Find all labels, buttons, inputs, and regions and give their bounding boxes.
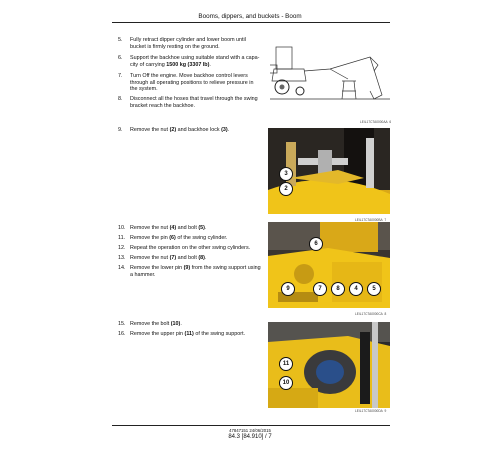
step-number: 15.: [118, 321, 126, 327]
step-ref: (11): [184, 331, 194, 337]
callout-8: 8: [331, 282, 345, 296]
step-text: .: [204, 255, 207, 261]
step-text: a hammer.: [130, 271, 156, 278]
step-text: Disconnect all the hoses that travel through the swing: [130, 96, 258, 102]
step-text: Fully retract dipper cylinder and lower boom until: [130, 37, 246, 43]
step-number: 5.: [118, 37, 123, 43]
figure-code: LEIL17CTA0000BA: [355, 218, 383, 222]
figure-7-photo: [268, 128, 390, 214]
step-number: 12.: [118, 245, 126, 251]
step-text: Repeat the operation on the other swing cylinders.: [130, 245, 251, 251]
step-ref: (6): [169, 235, 176, 241]
step-ref: (5): [198, 225, 205, 231]
step-ref: (3): [221, 127, 228, 133]
header-rule: [112, 22, 390, 23]
figure-9-ref: [355, 409, 386, 413]
step-text: .: [204, 225, 207, 231]
step-ref: (10): [170, 321, 181, 327]
step-text: of the swing support.: [193, 331, 246, 337]
step-number: 7.: [118, 73, 123, 79]
step-text: of the swing cylinder.: [175, 235, 228, 241]
step-number: 16.: [118, 331, 126, 337]
figure-code: LEIL17CTA0000AA: [360, 120, 388, 124]
step-text: .: [209, 61, 211, 68]
page-number: 84.3 [84.910] / 7: [228, 434, 272, 440]
step-number: 8.: [118, 96, 123, 102]
step-text: Remove the nut: [130, 127, 170, 133]
callout-5: 5: [367, 282, 381, 296]
step-ref: (9): [183, 265, 191, 271]
callout-6: 6: [309, 237, 323, 251]
step-text: Remove the upper pin: [130, 331, 185, 337]
figure-code: LEIL17CTA0000DA: [355, 409, 383, 413]
step-text: .: [180, 321, 182, 327]
callout-9: 9: [281, 282, 295, 296]
step-text: Support the backhoe using suitable stand with a capa-: [130, 55, 260, 61]
callout-4: 4: [349, 282, 363, 296]
step-text: and backhoe lock: [176, 127, 222, 133]
page-header: Booms, dippers, and buckets - Boom: [198, 13, 302, 20]
figure-number: 7: [384, 218, 387, 222]
step-text: through all operating positions to relieve pressure in: [130, 79, 254, 86]
backhoe-support-illustration: [270, 35, 390, 110]
figure-number: 9: [384, 409, 387, 413]
figure-8-photo: [268, 222, 390, 308]
step-ref: (2): [169, 127, 177, 133]
step-text: Remove the bolt: [130, 321, 171, 327]
step-number: 10.: [118, 225, 126, 231]
step-text: Turn Off the engine. Move backhoe control levers: [130, 73, 248, 79]
step-text: Remove the lower pin: [130, 265, 184, 271]
figure-6-ref: [360, 120, 391, 124]
callout-7: 7: [313, 282, 327, 296]
step-text: .: [227, 127, 230, 133]
step-text: bracket reach the backhoe.: [130, 102, 196, 109]
step-ref: (8): [198, 255, 205, 261]
step-number: 6.: [118, 55, 123, 61]
step-ref: (7): [169, 255, 177, 261]
figure-number: 8: [384, 312, 387, 316]
step-text: from the swing support using: [190, 265, 261, 271]
step-number: 11.: [118, 235, 126, 241]
step-number: 14.: [118, 265, 126, 271]
figure-code: LEIL17CTA0000CA: [355, 312, 383, 316]
step-ref: (4): [169, 225, 177, 231]
figure-8-ref: [355, 312, 386, 316]
figure-9-photo: [268, 322, 390, 408]
callout-3: 3: [279, 167, 293, 181]
callout-10: 10: [279, 376, 293, 390]
step-text: the system.: [130, 86, 158, 93]
step-text: and bolt: [176, 255, 199, 261]
step-number: 9.: [118, 127, 123, 133]
step-text: and bolt: [176, 225, 199, 231]
figure-number: 6: [389, 120, 392, 124]
callout-2: 2: [279, 182, 293, 196]
step-text: Remove the nut: [130, 255, 170, 261]
footer-rule: [112, 425, 390, 426]
step-text: Remove the nut: [130, 225, 170, 231]
step-text: bucket is firmly resting on the ground.: [130, 43, 220, 50]
step-text: city of carrying: [130, 61, 167, 68]
callout-11: 11: [279, 357, 293, 371]
step-capacity: 1500 kg (3307 lb): [166, 61, 210, 68]
step-number: 13.: [118, 255, 126, 261]
step-text: Remove the pin: [130, 235, 170, 241]
document-number: 47847151 24/06/2015: [229, 428, 271, 433]
